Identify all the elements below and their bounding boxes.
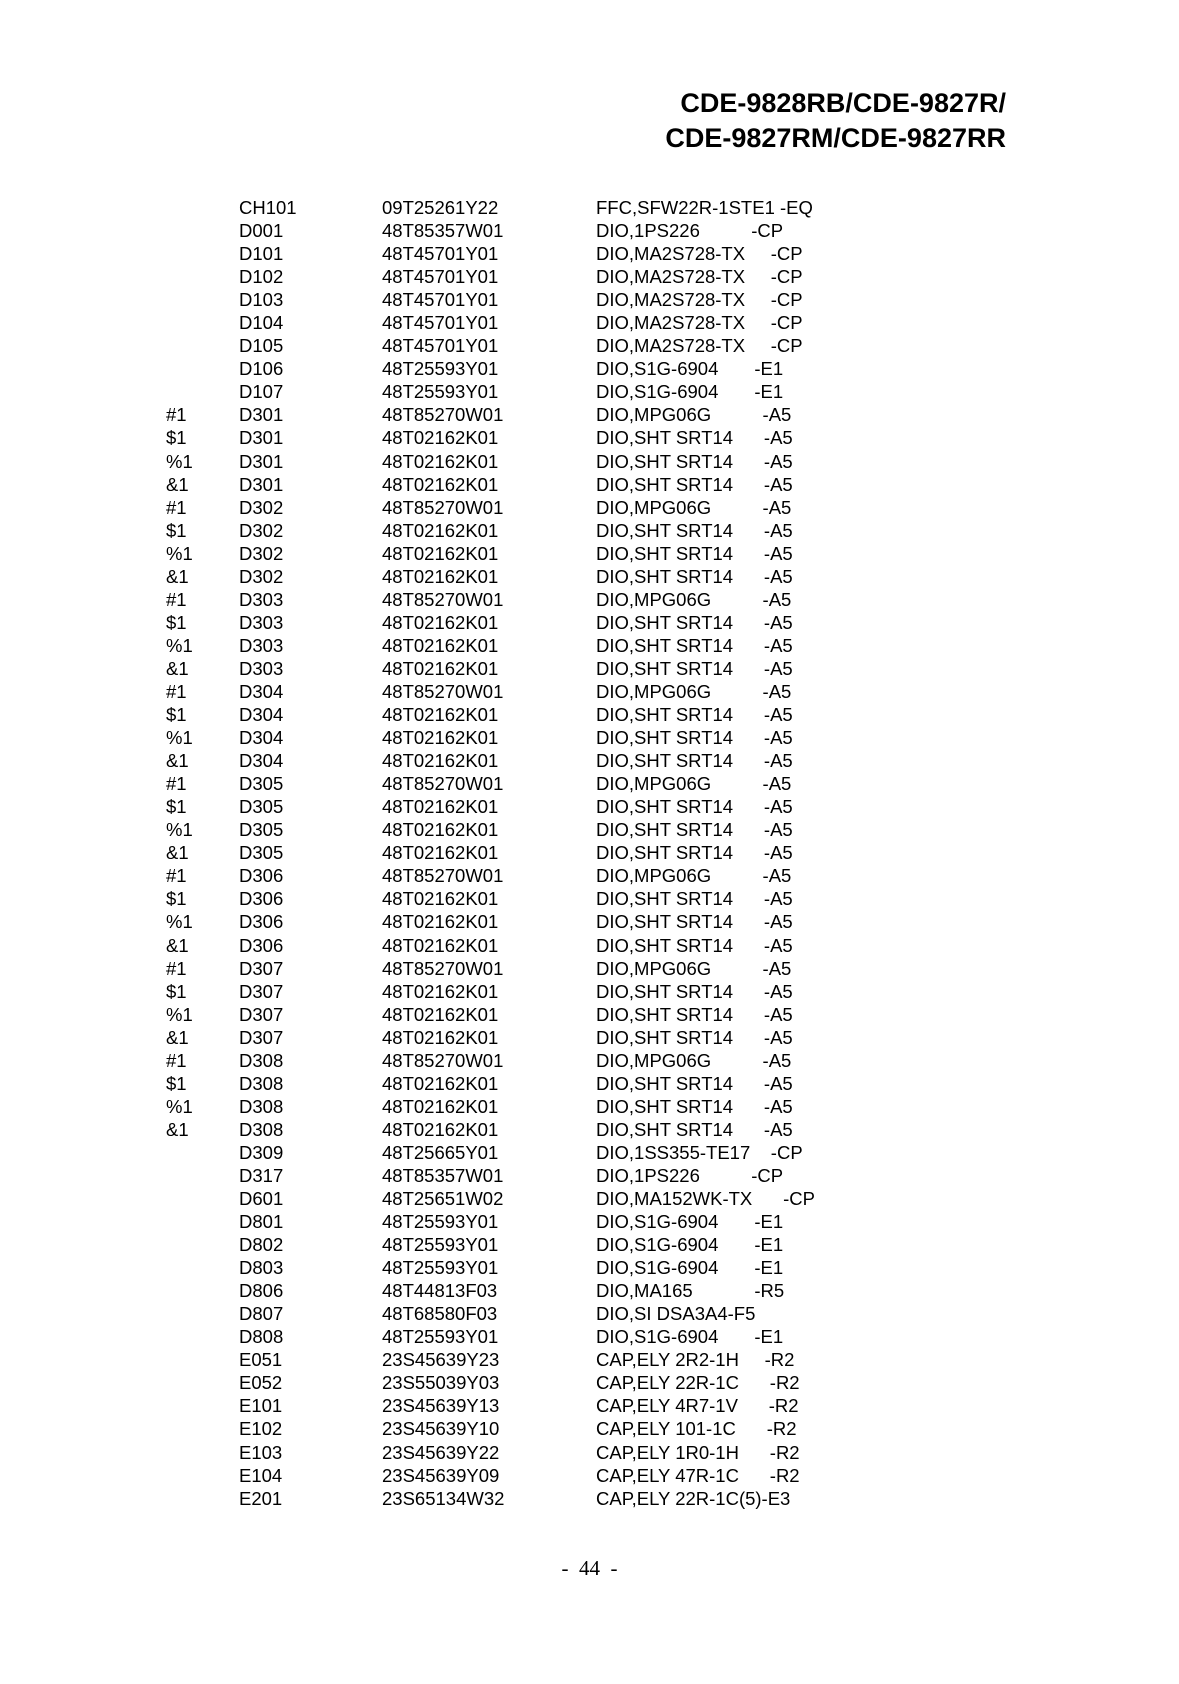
part-number: 48T02162K01 (382, 1026, 499, 1048)
part-description: CAP,ELY 22R-1C -R2 (596, 1372, 800, 1394)
reference-designator: D307 (239, 1026, 284, 1048)
part-description: DIO,SHT SRT14 -A5 (596, 888, 793, 910)
reference-designator: D302 (239, 519, 284, 541)
part-description: DIO,1PS226 -CP (596, 220, 784, 242)
part-number: 48T25593Y01 (382, 1234, 499, 1256)
part-number: 48T25651W02 (382, 1188, 504, 1210)
part-description: DIO,S1G-6904 -E1 (596, 358, 784, 380)
variant-mark: #1 (166, 496, 187, 518)
part-description: DIO,MA152WK-TX -CP (596, 1188, 815, 1210)
variant-mark: $1 (166, 611, 187, 633)
variant-mark: %1 (166, 542, 193, 564)
reference-designator: D001 (239, 220, 284, 242)
part-description: DIO,SHT SRT14 -A5 (596, 796, 793, 818)
part-description: DIO,MA2S728-TX -CP (596, 243, 803, 265)
part-description: DIO,S1G-6904 -E1 (596, 381, 784, 403)
part-description: DIO,SHT SRT14 -A5 (596, 704, 793, 726)
reference-designator: D306 (239, 888, 284, 910)
reference-designator: D304 (239, 750, 284, 772)
part-description: DIO,SHT SRT14 -A5 (596, 450, 793, 472)
reference-designator: E102 (239, 1418, 283, 1440)
part-number: 48T02162K01 (382, 1095, 499, 1117)
reference-designator: D105 (239, 335, 284, 357)
model-title-line-1: CDE-9828RB/CDE-9827R/ (680, 88, 1006, 118)
part-number: 48T02162K01 (382, 1118, 499, 1140)
variant-mark: %1 (166, 911, 193, 933)
variant-mark: $1 (166, 980, 187, 1002)
part-number: 48T02162K01 (382, 934, 499, 956)
part-number: 48T02162K01 (382, 427, 499, 449)
reference-designator: D304 (239, 680, 284, 702)
reference-designator: D304 (239, 727, 284, 749)
part-description: DIO,MA2S728-TX -CP (596, 312, 803, 334)
reference-designator: D306 (239, 911, 284, 933)
part-number: 48T02162K01 (382, 611, 499, 633)
page-number: - 44 - (561, 1556, 618, 1580)
part-number: 48T02162K01 (382, 704, 499, 726)
part-number: 48T85270W01 (382, 496, 504, 518)
part-description: DIO,SHT SRT14 -A5 (596, 980, 793, 1002)
reference-designator: D101 (239, 243, 284, 265)
part-number: 48T45701Y01 (382, 243, 499, 265)
part-description: DIO,SHT SRT14 -A5 (596, 427, 793, 449)
part-number: 48T85270W01 (382, 588, 504, 610)
reference-designator: D301 (239, 450, 284, 472)
variant-mark: &1 (166, 1026, 189, 1048)
reference-designator: D801 (239, 1211, 284, 1233)
reference-designator: D306 (239, 934, 284, 956)
variant-mark: #1 (166, 865, 187, 887)
part-number: 23S45639Y22 (382, 1441, 500, 1463)
variant-mark: $1 (166, 1072, 187, 1094)
reference-designator: E104 (239, 1464, 283, 1486)
reference-designator: D308 (239, 1049, 284, 1071)
reference-designator: D302 (239, 496, 284, 518)
part-number: 48T25593Y01 (382, 358, 499, 380)
part-number: 48T02162K01 (382, 565, 499, 587)
part-description: DIO,MA165 -R5 (596, 1280, 785, 1302)
part-description: DIO,SHT SRT14 -A5 (596, 611, 793, 633)
reference-designator: D303 (239, 657, 284, 679)
part-description: DIO,MPG06G -A5 (596, 496, 792, 518)
part-description: DIO,SHT SRT14 -A5 (596, 634, 793, 656)
variant-mark: %1 (166, 450, 193, 472)
reference-designator: D305 (239, 819, 284, 841)
part-number: 48T45701Y01 (382, 266, 499, 288)
part-description: DIO,MA2S728-TX -CP (596, 335, 803, 357)
variant-mark: #1 (166, 680, 187, 702)
part-number: 48T02162K01 (382, 842, 499, 864)
part-number: 48T02162K01 (382, 657, 499, 679)
part-number: 48T85270W01 (382, 773, 504, 795)
variant-mark: $1 (166, 427, 187, 449)
variant-mark: #1 (166, 1049, 187, 1071)
part-number: 48T02162K01 (382, 450, 499, 472)
reference-designator: D308 (239, 1072, 284, 1094)
part-number: 48T85357W01 (382, 220, 504, 242)
variant-mark: #1 (166, 773, 187, 795)
part-description: DIO,MPG06G -A5 (596, 865, 792, 887)
variant-mark: %1 (166, 1095, 193, 1117)
reference-designator: D308 (239, 1095, 284, 1117)
part-number: 48T02162K01 (382, 542, 499, 564)
part-number: 23S45639Y09 (382, 1464, 500, 1486)
part-number: 48T02162K01 (382, 519, 499, 541)
part-number: 48T85270W01 (382, 680, 504, 702)
variant-mark: %1 (166, 819, 193, 841)
part-description: DIO,MPG06G -A5 (596, 680, 792, 702)
variant-mark: &1 (166, 1118, 189, 1140)
part-description: DIO,MA2S728-TX -CP (596, 266, 803, 288)
part-description: DIO,MPG06G -A5 (596, 404, 792, 426)
part-description: DIO,1PS226 -CP (596, 1164, 784, 1186)
part-description: DIO,S1G-6904 -E1 (596, 1234, 784, 1256)
part-number: 48T85270W01 (382, 404, 504, 426)
part-number: 48T02162K01 (382, 750, 499, 772)
part-description: DIO,MPG06G -A5 (596, 588, 792, 610)
part-number: 48T02162K01 (382, 727, 499, 749)
variant-mark: %1 (166, 1003, 193, 1025)
reference-designator: D601 (239, 1188, 284, 1210)
part-description: CAP,ELY 47R-1C -R2 (596, 1464, 800, 1486)
reference-designator: D807 (239, 1303, 284, 1325)
part-number: 48T25593Y01 (382, 1326, 499, 1348)
part-description: DIO,SHT SRT14 -A5 (596, 934, 793, 956)
reference-designator: D307 (239, 1003, 284, 1025)
reference-designator: E051 (239, 1349, 283, 1371)
part-description: DIO,SHT SRT14 -A5 (596, 1118, 793, 1140)
part-number: 48T02162K01 (382, 473, 499, 495)
variant-mark: #1 (166, 957, 187, 979)
part-number: 48T25593Y01 (382, 1257, 499, 1279)
reference-designator: D305 (239, 773, 284, 795)
reference-designator: D303 (239, 588, 284, 610)
part-number: 48T45701Y01 (382, 312, 499, 334)
reference-designator: D301 (239, 473, 284, 495)
part-number: 48T25593Y01 (382, 381, 499, 403)
part-number: 48T02162K01 (382, 911, 499, 933)
part-number: 48T45701Y01 (382, 335, 499, 357)
reference-designator: D307 (239, 957, 284, 979)
part-description: CAP,ELY 101-1C -R2 (596, 1418, 797, 1440)
variant-mark: &1 (166, 565, 189, 587)
variant-mark: &1 (166, 750, 189, 772)
part-description: CAP,ELY 1R0-1H -R2 (596, 1441, 800, 1463)
reference-designator: D104 (239, 312, 284, 334)
part-number: 48T44813F03 (382, 1280, 498, 1302)
reference-designator: D309 (239, 1141, 284, 1163)
part-description: DIO,MA2S728-TX -CP (596, 289, 803, 311)
part-number: 48T25593Y01 (382, 1211, 499, 1233)
part-description: DIO,S1G-6904 -E1 (596, 1211, 784, 1233)
reference-designator: D306 (239, 865, 284, 887)
part-description: DIO,S1G-6904 -E1 (596, 1326, 784, 1348)
reference-designator: E101 (239, 1395, 283, 1417)
part-number: 48T85270W01 (382, 1049, 504, 1071)
variant-mark: &1 (166, 842, 189, 864)
variant-mark: %1 (166, 727, 193, 749)
part-number: 09T25261Y22 (382, 197, 499, 218)
reference-designator: D307 (239, 980, 284, 1002)
reference-designator: D803 (239, 1257, 284, 1279)
part-number: 23S55039Y03 (382, 1372, 500, 1394)
reference-designator: D808 (239, 1326, 284, 1348)
reference-designator: E052 (239, 1372, 283, 1394)
part-description: DIO,MPG06G -A5 (596, 773, 792, 795)
part-number: 48T02162K01 (382, 888, 499, 910)
variant-mark: $1 (166, 519, 187, 541)
part-description: DIO,SHT SRT14 -A5 (596, 1003, 793, 1025)
part-description: CAP,ELY 22R-1C(5)-E3 (596, 1487, 791, 1509)
part-description: DIO,SHT SRT14 -A5 (596, 1095, 793, 1117)
part-number: 48T02162K01 (382, 1003, 499, 1025)
part-description: DIO,SHT SRT14 -A5 (596, 842, 793, 864)
variant-mark: &1 (166, 657, 189, 679)
part-description: DIO,SHT SRT14 -A5 (596, 1072, 793, 1094)
part-number: 23S65134W32 (382, 1487, 505, 1509)
part-number: 48T85270W01 (382, 865, 504, 887)
part-description: DIO,SHT SRT14 -A5 (596, 750, 793, 772)
reference-designator: D806 (239, 1280, 284, 1302)
part-number: 48T85357W01 (382, 1164, 504, 1186)
part-description: DIO,SHT SRT14 -A5 (596, 542, 793, 564)
part-description: DIO,SHT SRT14 -A5 (596, 565, 793, 587)
reference-designator: CH101 (239, 197, 297, 218)
variant-mark: #1 (166, 588, 187, 610)
reference-designator: D802 (239, 1234, 284, 1256)
part-number: 48T25665Y01 (382, 1141, 499, 1163)
part-description: DIO,SHT SRT14 -A5 (596, 519, 793, 541)
part-number: 23S45639Y10 (382, 1418, 500, 1440)
part-description: DIO,SI DSA3A4-F5 (596, 1303, 756, 1325)
part-description: DIO,SHT SRT14 -A5 (596, 911, 793, 933)
part-description: DIO,1SS355-TE17 -CP (596, 1141, 803, 1163)
variant-mark: #1 (166, 404, 187, 426)
reference-designator: D303 (239, 611, 284, 633)
part-description: DIO,SHT SRT14 -A5 (596, 473, 793, 495)
part-number: 48T68580F03 (382, 1303, 498, 1325)
reference-designator: D303 (239, 634, 284, 656)
variant-mark: $1 (166, 704, 187, 726)
reference-designator: E201 (239, 1487, 283, 1509)
part-number: 48T02162K01 (382, 796, 499, 818)
reference-designator: D107 (239, 381, 284, 403)
reference-designator: E103 (239, 1441, 283, 1463)
part-number: 23S45639Y13 (382, 1395, 500, 1417)
part-description: FFC,SFW22R-1STE1 -EQ (596, 197, 813, 218)
variant-mark: %1 (166, 634, 193, 656)
variant-mark: &1 (166, 934, 189, 956)
part-number: 48T02162K01 (382, 634, 499, 656)
reference-designator: D304 (239, 704, 284, 726)
variant-mark: $1 (166, 888, 187, 910)
reference-designator: D301 (239, 427, 284, 449)
reference-designator: D103 (239, 289, 284, 311)
part-number: 23S45639Y23 (382, 1349, 500, 1371)
reference-designator: D308 (239, 1118, 284, 1140)
part-description: DIO,S1G-6904 -E1 (596, 1257, 784, 1279)
reference-designator: D301 (239, 404, 284, 426)
reference-designator: D302 (239, 542, 284, 564)
part-number: 48T85270W01 (382, 957, 504, 979)
part-number: 48T02162K01 (382, 1072, 499, 1094)
part-number: 48T45701Y01 (382, 289, 499, 311)
part-description: DIO,MPG06G -A5 (596, 1049, 792, 1071)
part-number: 48T02162K01 (382, 819, 499, 841)
document-header (665, 86, 1006, 156)
variant-mark: &1 (166, 473, 189, 495)
model-title-line-2: CDE-9827RM/CDE-9827RR (665, 123, 1006, 153)
part-description: DIO,SHT SRT14 -A5 (596, 819, 793, 841)
part-number: 48T02162K01 (382, 980, 499, 1002)
part-description: DIO,MPG06G -A5 (596, 957, 792, 979)
reference-designator: D106 (239, 358, 284, 380)
variant-mark: $1 (166, 796, 187, 818)
part-description: CAP,ELY 2R2-1H -R2 (596, 1349, 795, 1371)
reference-designator: D305 (239, 842, 284, 864)
part-description: CAP,ELY 4R7-1V -R2 (596, 1395, 799, 1417)
reference-designator: D302 (239, 565, 284, 587)
part-description: DIO,SHT SRT14 -A5 (596, 1026, 793, 1048)
reference-designator: D317 (239, 1164, 284, 1186)
part-description: DIO,SHT SRT14 -A5 (596, 657, 793, 679)
reference-designator: D102 (239, 266, 284, 288)
reference-designator: D305 (239, 796, 284, 818)
part-description: DIO,SHT SRT14 -A5 (596, 727, 793, 749)
